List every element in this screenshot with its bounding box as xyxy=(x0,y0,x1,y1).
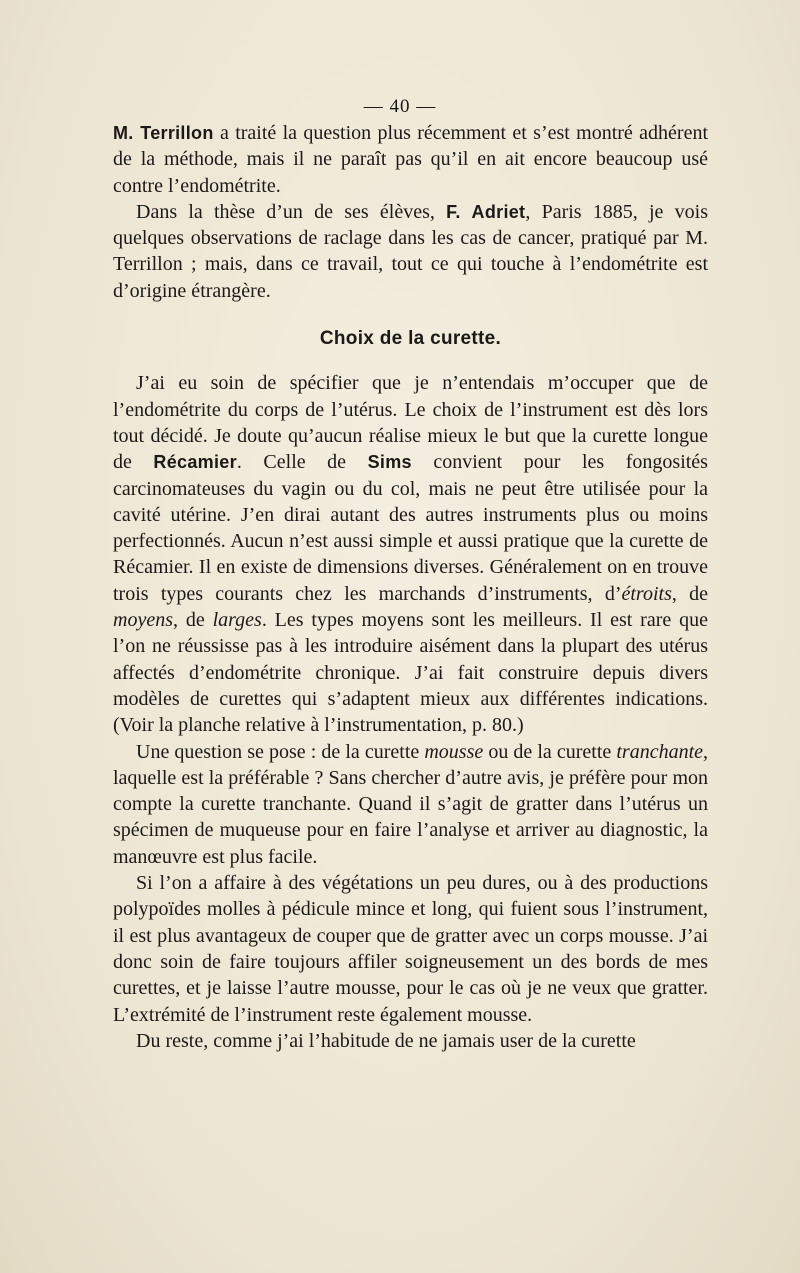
paragraph-text: . Celle de xyxy=(236,451,368,474)
paragraph-text: a traité la question plus récemment et s’est montré adhérent de la méthode, mais il ne paraît pas qu’il en ait encore beaucoup usé contre l’endométrite. xyxy=(113,122,708,197)
body-text xyxy=(113,120,708,1054)
paragraph-du-reste: Du reste, comme j’ai l’habitude de ne jamais user de la curette xyxy=(136,1029,636,1052)
term-moyens: moyens xyxy=(113,609,173,632)
paragraph-choix xyxy=(113,370,708,738)
paragraph-text: , Paris 1885, je vois quelques observations de raclage dans les cas de cancer, pratiqué par M. Terrillon ; mais, dans ce travail, tout ce qui touche à l’endométrite est d’origine étrangère. xyxy=(113,200,708,302)
name-recamier: Récamier xyxy=(153,452,237,473)
paragraph-text: J’ai eu soin de spécifier que je n’entendais m’occuper que de l’endométrite du corps de l’utérus. Le choix de l’instrument est dès lors tout décidé. Je doute qu’aucun réalise mieux le but que la curette longue de xyxy=(113,372,708,474)
paragraph-adriet xyxy=(113,199,708,304)
paragraph-vegetations: Si l’on a affaire à des végétations un peu dures, ou à des productions polypoïdes molles à pédicule mince et long, qui fuient sous l’instrument, il est plus avantageux de couper que de gratter avec un corps mousse. J’ai donc soin de faire toujours affiler soigneusement un des bords de mes curettes, et je laisse l’autre mousse, pour le cas où je ne veux que gratter. L’extrémité de l’instrument reste également mousse. xyxy=(113,872,708,1026)
paragraph-text: , laquelle est la préférable ? Sans chercher d’autre avis, je préfère pour mon compte la curette tranchante. Quand il s’agit de gratter dans l’utérus un spécimen de muqueuse pour en faire l’analyse et arriver au diagnostic, la manœuvre est plus facile. xyxy=(113,740,709,868)
page-number: — 40 — xyxy=(363,96,437,117)
section-heading: Choix de la curette. xyxy=(319,328,502,350)
paragraph-terrillon xyxy=(113,120,708,199)
paragraph-text: ou de la curette xyxy=(483,740,617,763)
term-larges: larges xyxy=(212,609,262,632)
paragraph-text: , de xyxy=(172,609,213,632)
paragraph-text: , de xyxy=(671,582,708,605)
term-mousse: mousse xyxy=(424,740,484,763)
paragraph-text: Une question se pose : de la curette xyxy=(136,740,425,763)
paragraph-question xyxy=(113,739,708,870)
paragraph-text: convient pour les fongosités carcinomateuses du vagin ou du col, mais ne peut être utilisée pour la cavité utérine. J’en dirai autant des autres instruments plus ou moins perfectionnés. Aucun n’est aussi simple et aussi pratique que la curette de Récamier. Il en existe de dimensions diverses. Généralement on en trouve trois types courants chez les marchands d’instruments, d’ xyxy=(113,451,708,605)
author-name-terrillon: M. Terrillon xyxy=(113,123,214,143)
name-sims: Sims xyxy=(367,452,412,473)
term-etroits: étroits xyxy=(621,582,672,605)
term-tranchante: tranchante xyxy=(616,740,704,763)
paragraph-text: . Les types moyens sont les meilleurs. Il est rare que l’on ne réussisse pas à les introduire aisément dans la plupart des utérus affectés d’endométrite chronique. J’ai fait construire depuis divers modèles de curettes qui s’adaptent mieux aux différentes indications. (Voir la planche relative à l’instrumentation, p. 80.) xyxy=(113,609,708,737)
author-name-adriet: F. Adriet xyxy=(446,201,526,222)
paragraph-text: Dans la thèse d’un de ses élèves, xyxy=(136,200,447,223)
